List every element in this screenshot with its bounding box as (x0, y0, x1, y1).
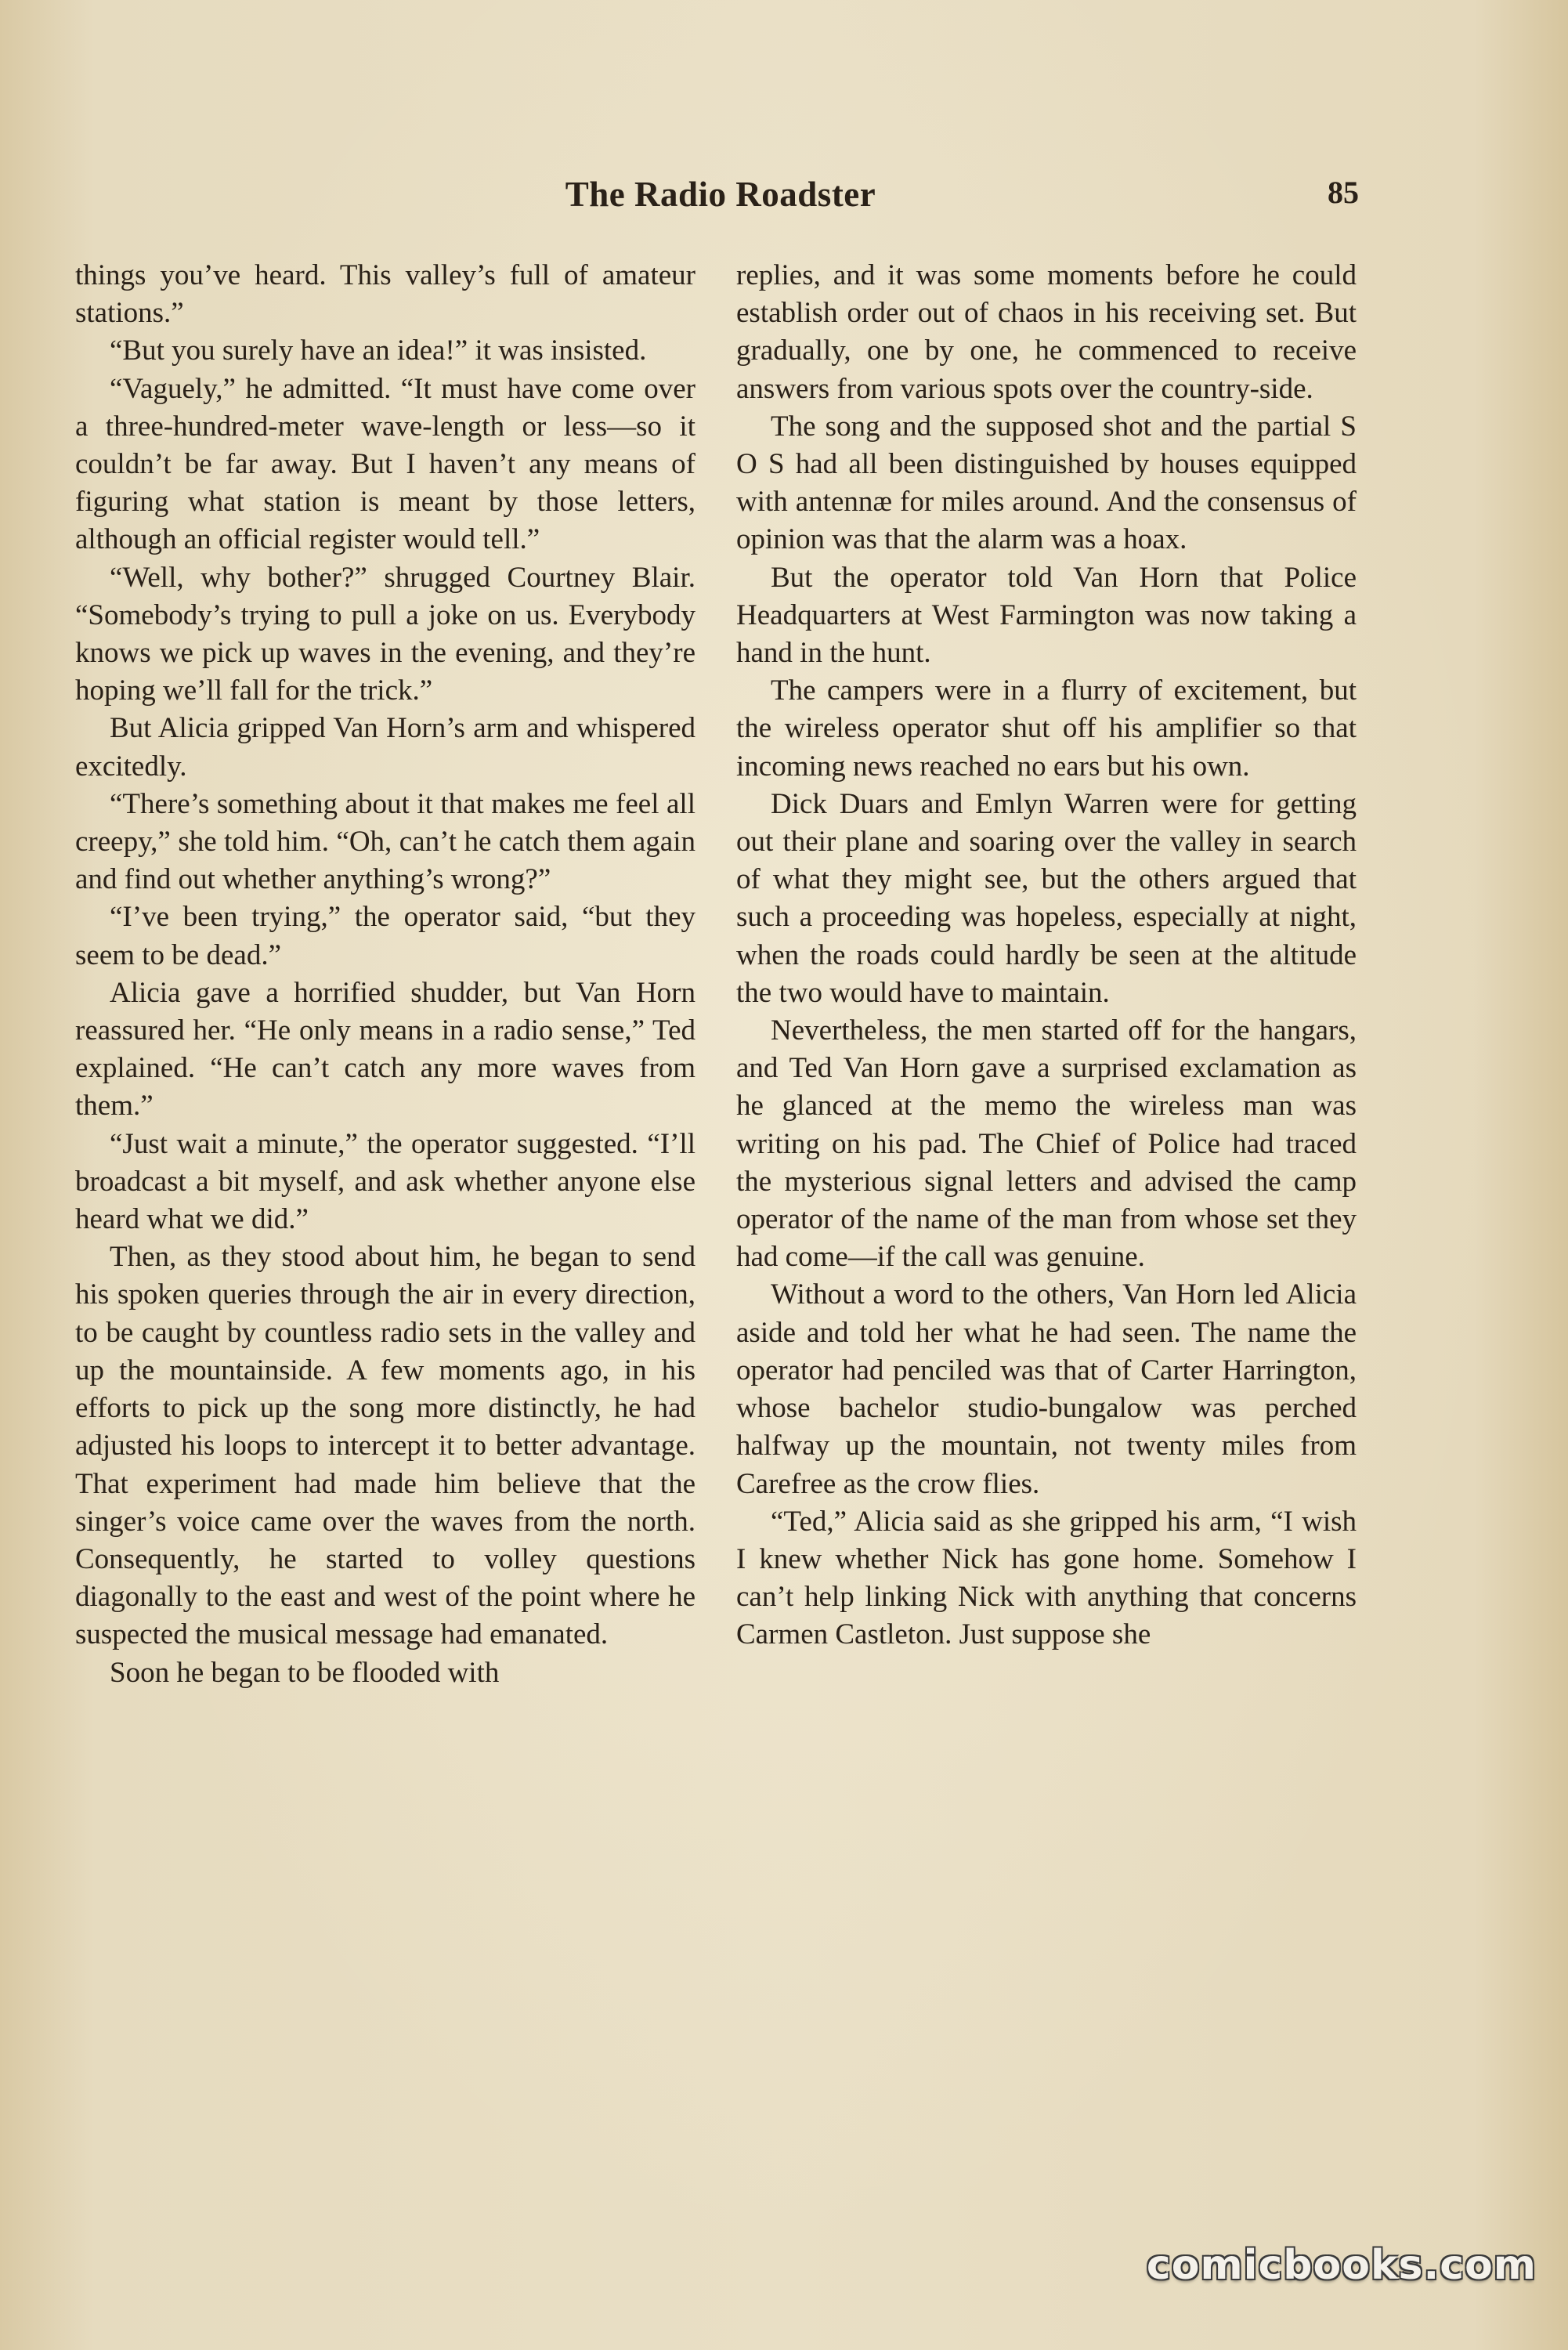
watermark-logo: comicbooks.com (1146, 2242, 1537, 2289)
paragraph: Soon he began to be flooded with (110, 1656, 500, 1689)
page-number: 85 (1328, 175, 1359, 210)
paragraph: Dick Duars and Emlyn Warren were for getting out their plane and soaring over the valley in search of what they might see, but the others argued that such a proceeding was hopeless, especially at night, when the roads could hardly be seen at the altitude the two would have to maintain. (736, 787, 1357, 1009)
running-title: The Radio Roadster (565, 175, 876, 214)
paragraph: “Just wait a minute,” the operator suggested. “I’ll broadcast a bit myself, and ask whether anyone else heard what we did.” (75, 1127, 695, 1236)
paragraph: replies, and it was some moments before he could establish order out of chaos in his receiving set. But gradually, one by one, he commenced to receive answers from various spots over the country-side. (736, 259, 1357, 405)
left-column (75, 257, 695, 1692)
paragraph: But the operator told Van Horn that Police Headquarters at West Farmington was now taking a hand in the hunt. (736, 561, 1357, 670)
paragraph: “But you surely have an idea!” it was insisted. (110, 334, 647, 367)
paragraph: Without a word to the others, Van Horn led Alicia aside and told her what he had seen. The name the operator had penciled was that of Carter Harrington, whose bachelor studio-bungalow was perched halfway up the mountain, not twenty miles from Carefree as the crow flies. (736, 1278, 1357, 1500)
paragraph: Nevertheless, the men started off for the hangars, and Ted Van Horn gave a surprised exclamation as he glanced at the memo the wireless man was writing on his pad. The Chief of Police had traced the mysterious signal letters and advised the camp operator of the name of the man from whose set they had come—if the call was genuine. (736, 1014, 1357, 1274)
paragraph: “Well, why bother?” shrugged Courtney Blair. “Somebody’s trying to pull a joke on us. Everybody knows we pick up waves in the evening, and they’re hoping we’ll fall for the trick.” (75, 561, 695, 707)
running-head (0, 174, 1568, 221)
paragraph: “Vaguely,” he admitted. “It must have come over a three-hundred-meter wave-length or less—so it couldn’t be far away. But I haven’t any means of figuring what station is meant by those letters, although an official register would tell.” (75, 372, 695, 556)
paragraph: “There’s something about it that makes me feel all creepy,” she told him. “Oh, can’t he catch them again and find out whether anything’s wrong?” (75, 787, 695, 896)
paragraph: But Alicia gripped Van Horn’s arm and whispered excitedly. (75, 712, 695, 783)
paragraph: The song and the supposed shot and the partial S O S had all been distinguished by houses equipped with antennæ for miles around. And the consensus of opinion was that the alarm was a hoax. (736, 410, 1357, 556)
paragraph: Then, as they stood about him, he began to send his spoken queries through the air in every direction, to be caught by countless radio sets in the valley and up the mountainside. A few moments ago, in his efforts to pick up the song more distinctly, he had adjusted his loops to intercept it to better advantage. That experiment had made him believe that the singer’s voice came over the waves from the north. Consequently, he started to volley questions diagonally to the east and west of the point where he suspected the musical message had emanated. (75, 1241, 695, 1651)
right-column (736, 257, 1357, 1654)
paragraph: Alicia gave a horrified shudder, but Van Horn reassured her. “He only means in a radio sense,” Ted explained. “He can’t catch any more waves from them.” (75, 976, 695, 1123)
paragraph: things you’ve heard. This valley’s full of amateur stations.” (75, 259, 695, 330)
paragraph: The campers were in a flurry of excitement, but the wireless operator shut off his amplifier so that incoming news reached no ears but his own. (736, 674, 1357, 783)
paragraph: “Ted,” Alicia said as she gripped his arm, “I wish I knew whether Nick has gone home. Somehow I can’t help linking Nick with anything that concerns Carmen Castleton. Just suppose she (736, 1505, 1357, 1651)
paragraph: “I’ve been trying,” the operator said, “but they seem to be dead.” (75, 901, 695, 971)
